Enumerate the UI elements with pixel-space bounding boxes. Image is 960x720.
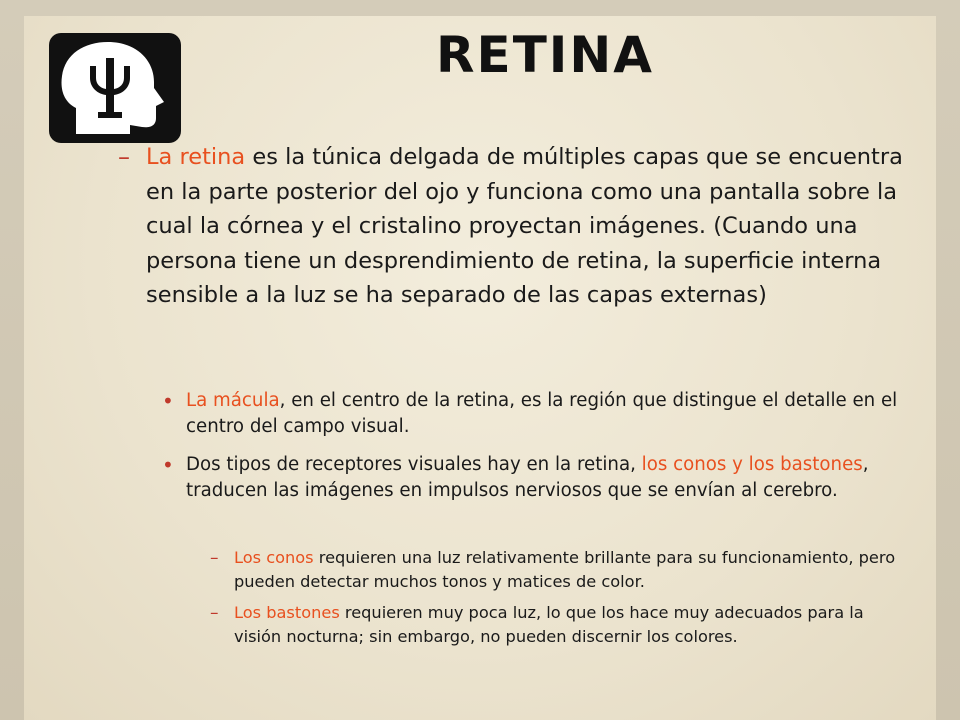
dash-bullet: – <box>118 143 130 171</box>
highlight-term: La retina <box>146 144 246 170</box>
bullet-text <box>146 140 908 313</box>
level1-list <box>118 140 908 313</box>
highlight-term: La mácula <box>186 390 280 411</box>
bullet-body: requieren una luz relativamente brillante para su funcionamiento, pero pueden detectar muchos tonos y matices de color. <box>234 548 896 591</box>
bullet-prefix: Dos tipos de receptores visuales hay en la retina, <box>186 454 642 475</box>
dash-bullet: – <box>210 548 219 568</box>
bullet-text <box>234 546 900 593</box>
highlight-term: los conos y los bastones <box>641 454 863 475</box>
bullet-body: , en el centro de la retina, es la región que distingue el detalle en el centro del campo visual. <box>186 390 898 437</box>
dot-bullet: • <box>162 389 174 413</box>
bullet-body: requieren muy poca luz, lo que los hace muy adecuados para la visión nocturna; sin embargo, no pueden discernir los colores. <box>234 603 864 646</box>
bullet-text <box>186 452 902 504</box>
highlight-term: Los bastones <box>234 603 340 622</box>
dot-bullet: • <box>162 453 174 477</box>
list-item <box>118 140 908 313</box>
list-item <box>210 546 900 593</box>
level3-list <box>210 546 900 656</box>
list-item <box>162 388 902 440</box>
highlight-term: Los conos <box>234 548 314 567</box>
bullet-text <box>234 601 900 648</box>
level2-list <box>162 388 902 516</box>
slide-title: RETINA <box>436 26 654 84</box>
list-item <box>210 601 900 648</box>
bullet-body: , traducen las imágenes en impulsos nerviosos que se envían al cerebro. <box>186 454 869 501</box>
list-item <box>162 452 902 504</box>
bullet-body: es la túnica delgada de múltiples capas que se encuentra en la parte posterior del ojo y funciona como una pantalla sobre la cual la córnea y el cristalino proyectan imágenes. (Cuando una persona tiene un desprendimiento de retina, la superficie interna sensible a la luz se ha separado de las capas externas) <box>146 144 903 308</box>
dash-bullet: – <box>210 603 219 623</box>
bullet-text <box>186 388 902 440</box>
